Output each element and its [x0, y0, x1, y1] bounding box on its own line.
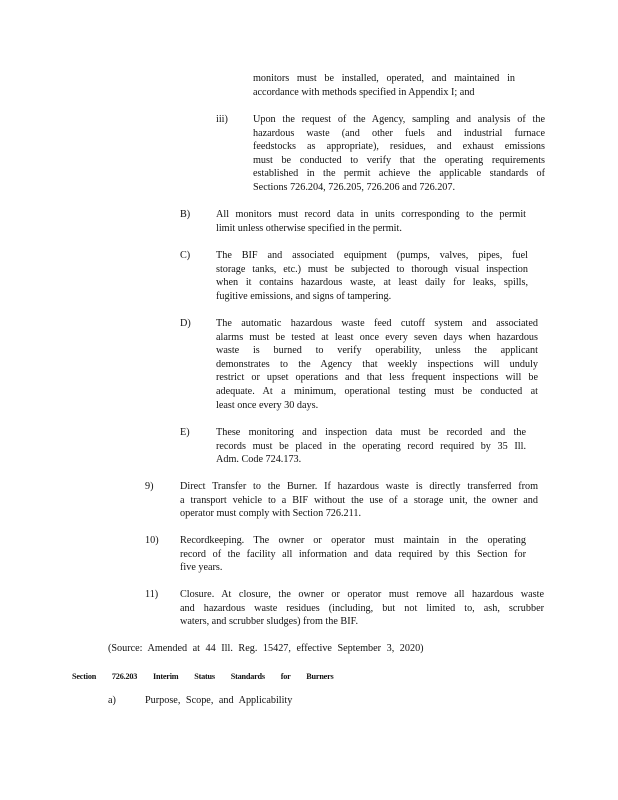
text-line: records must be placed in the operating record required by 35 Ill.: [216, 440, 526, 452]
item-D-paragraph: [216, 317, 538, 412]
text-line: Recordkeeping. The owner or operator must maintain in the operating: [180, 535, 526, 546]
item-E-paragraph: [216, 426, 526, 467]
text-line: The BIF and associated equipment (pumps, valves, pipes, fuel: [216, 250, 528, 261]
text-line: record of the facility all information and data required by this Section for: [180, 548, 526, 560]
text-line: All monitors must record data in units corresponding to the permit: [216, 209, 526, 220]
text-line: restrict or upset operations and that less frequent inspections will be: [216, 372, 538, 384]
text-line: accordance with methods specified in Appendix I; and: [253, 86, 475, 98]
text-line: limit unless otherwise specified in the permit.: [216, 222, 402, 234]
text-line: Direct Transfer to the Burner. If hazardous waste is directly transferred from: [180, 481, 538, 492]
item-marker-iii: iii): [216, 114, 228, 125]
text-line: The automatic hazardous waste feed cutoff system and associated: [216, 318, 538, 329]
text-line: and hazardous waste residues (including, but not limited to, ash, scrubber: [180, 602, 544, 614]
item-iii-paragraph: [253, 113, 545, 195]
item-marker-10: 10): [145, 535, 159, 546]
item-marker-9: 9): [145, 481, 154, 492]
text-line: These monitoring and inspection data must be recorded and the: [216, 427, 526, 438]
source-note: (Source: Amended at 44 Ill. Reg. 15427, effective September 3, 2020): [108, 643, 424, 654]
item-B-paragraph: [216, 208, 526, 235]
text-line: feedstocks as appropriate), residues, and exhaust emissions: [253, 141, 545, 153]
text-line: must be conducted to verify that the operating requirements: [253, 154, 545, 166]
item-10-paragraph: [180, 534, 526, 575]
text-line: adequate. At a minimum, operational testing must be conducted at: [216, 385, 538, 397]
item-11-paragraph: [180, 588, 544, 629]
text-line: five years.: [180, 562, 223, 574]
item-marker-C: C): [180, 250, 191, 261]
text-line: operator must comply with Section 726.211.: [180, 508, 361, 520]
item-marker-E: E): [180, 427, 190, 438]
subsection-a-title: Purpose, Scope, and Applicability: [145, 695, 293, 706]
continuation-paragraph: [253, 72, 515, 99]
text-line: Adm. Code 724.173.: [216, 454, 302, 466]
text-line: Upon the request of the Agency, sampling and analysis of the: [253, 114, 545, 125]
text-line: demonstrates to the Agency that weekly inspections will unduly: [216, 358, 538, 370]
item-marker-D: D): [180, 318, 191, 329]
item-marker-11: 11): [145, 589, 159, 600]
subsection-marker-a: a): [108, 695, 116, 706]
section-heading: Section 726.203 Interim Status Standards for Burners: [72, 672, 334, 681]
text-line: established in the permit achieve the applicable standards of: [253, 168, 545, 180]
item-9-paragraph: [180, 480, 538, 521]
text-line: Sections 726.204, 726.205, 726.206 and 726.207.: [253, 181, 456, 193]
text-line: monitors must be installed, operated, and maintained in: [253, 73, 515, 84]
text-line: a transport vehicle to a BIF without the use of a storage unit, the owner and: [180, 494, 538, 506]
item-marker-B: B): [180, 209, 191, 220]
text-line: fugitive emissions, and signs of tampering.: [216, 290, 392, 302]
text-line: hazardous waste (and other fuels and industrial furnace: [253, 127, 545, 139]
text-line: alarms must be tested at least once every seven days when hazardous: [216, 331, 538, 343]
text-line: storage tanks, etc.) must be subjected to thorough visual inspection: [216, 263, 528, 275]
text-line: Closure. At closure, the owner or operator must remove all hazardous waste: [180, 589, 544, 600]
text-line: when it contains hazardous waste, at least daily for leaks, spills,: [216, 277, 528, 289]
text-line: waste is burned to verify operability, unless the applicant: [216, 345, 538, 357]
text-line: least once every 30 days.: [216, 399, 319, 411]
item-C-paragraph: [216, 249, 528, 303]
text-line: waters, and scrubber sludges) from the BIF.: [180, 616, 358, 628]
